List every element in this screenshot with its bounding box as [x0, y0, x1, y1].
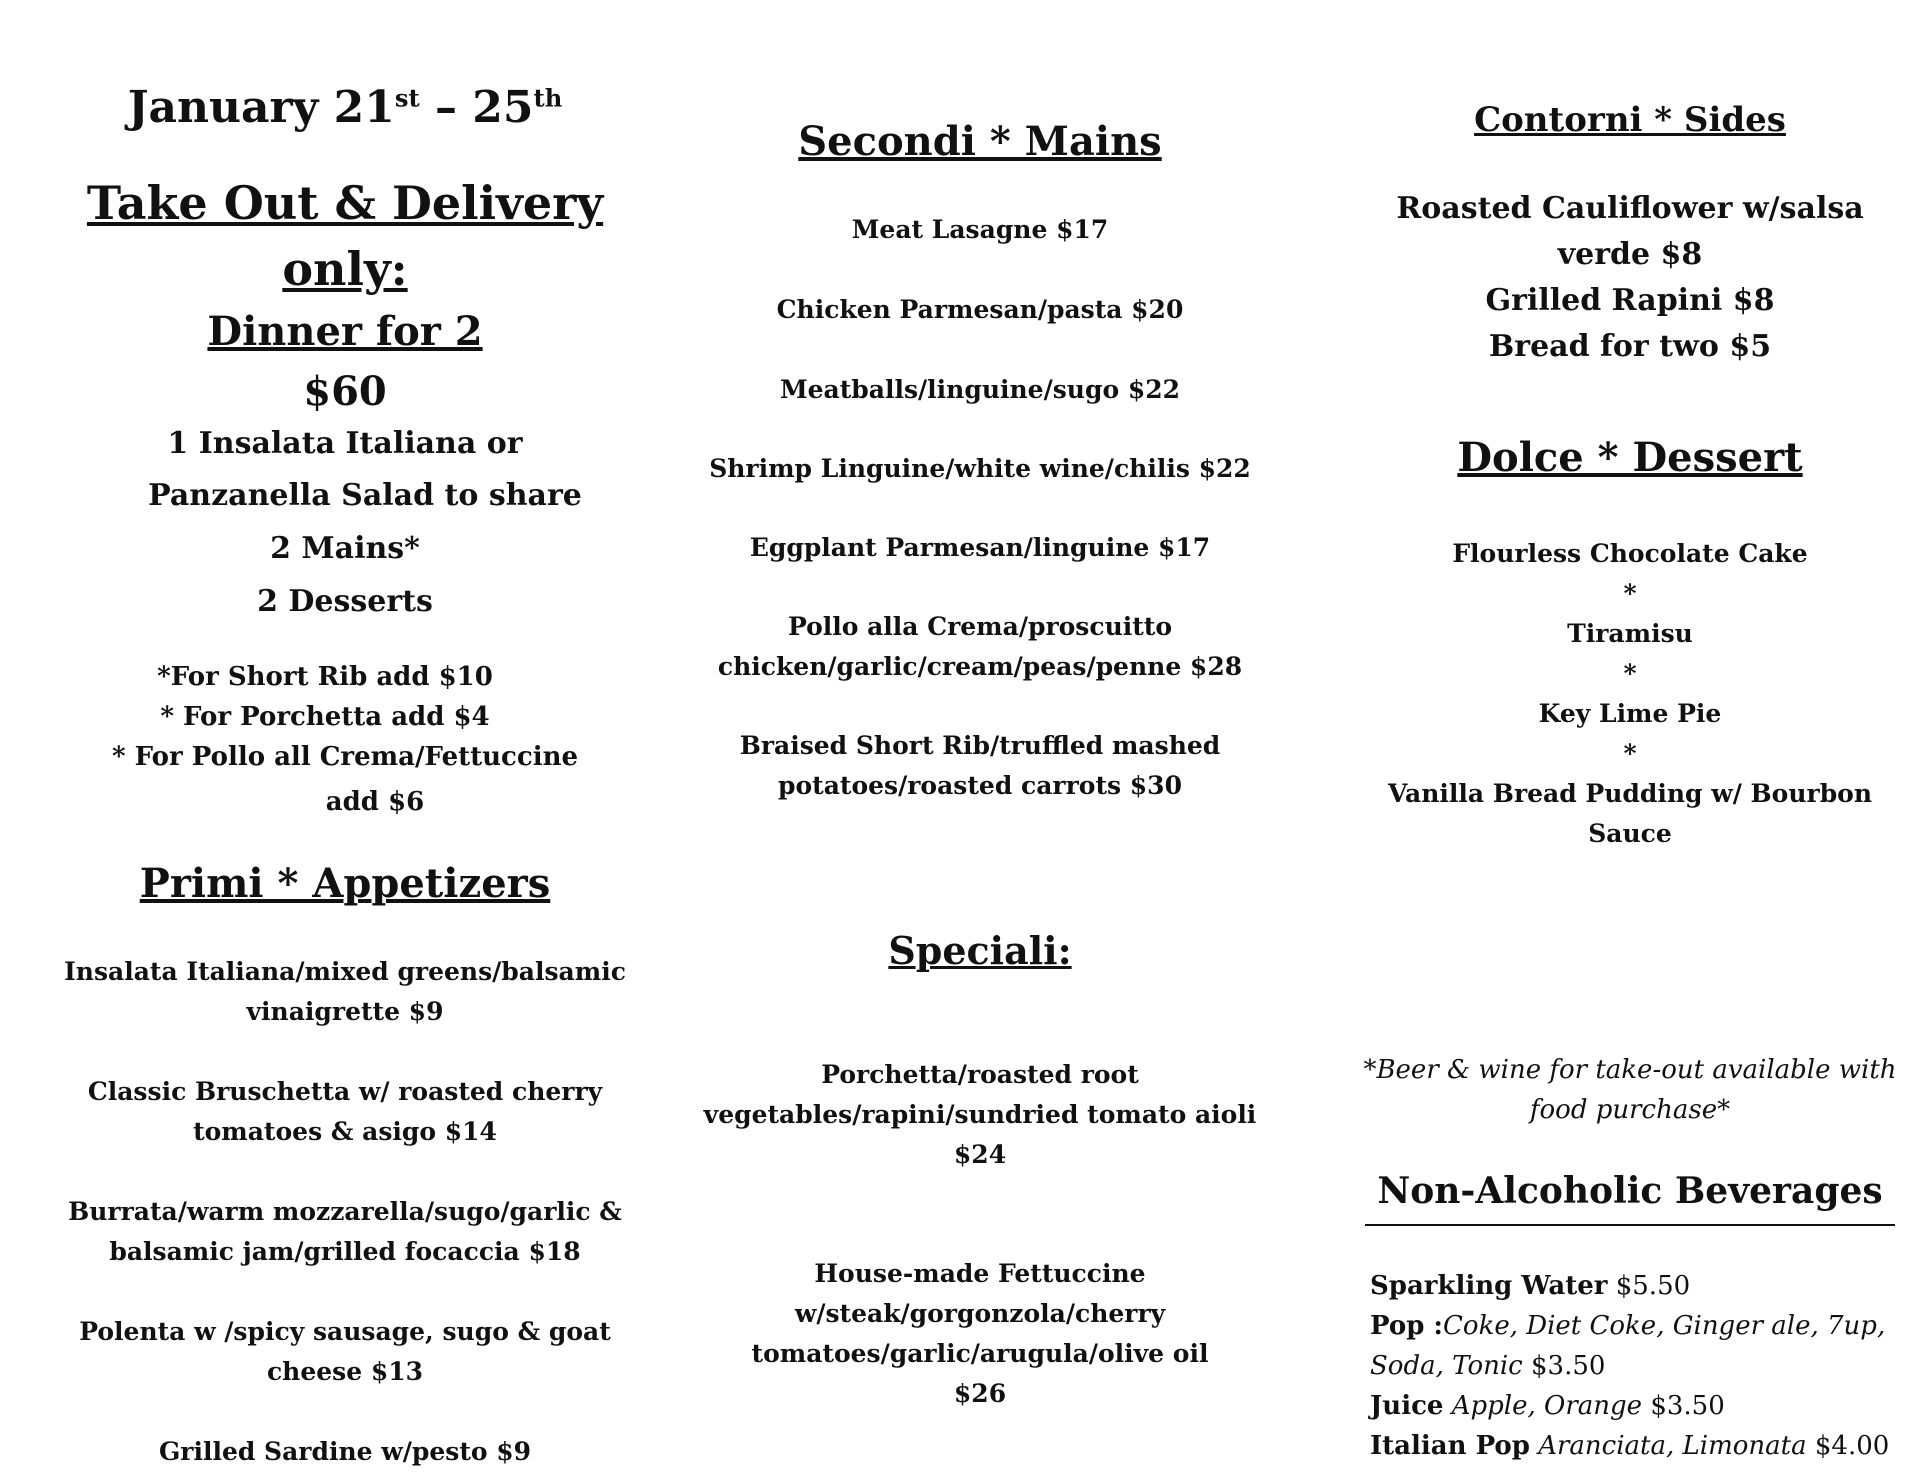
dinner-item: 2 Desserts	[257, 584, 433, 619]
beverage-juice: Juice Apple, Orange $3.50	[1370, 1391, 1725, 1421]
dessert-separator: *	[1623, 739, 1637, 768]
takeout-title-line2: only:	[282, 242, 408, 296]
dinner-item: 2 Mains*	[270, 531, 420, 566]
contorni-title: Contorni * Sides	[1474, 100, 1786, 140]
menu-item: Chicken Parmesan/pasta $20	[776, 295, 1184, 324]
side-item: Bread for two $5	[1488, 329, 1772, 364]
beverage-sparkling: Sparkling Water $5.50	[1370, 1271, 1691, 1301]
menu-item: Pollo alla Crema/proscuitto chicken/garlic/cream/peas/penne $28	[717, 612, 1243, 681]
secondi-title: Secondi * Mains	[798, 118, 1162, 165]
special-item: House-made Fettuccine w/steak/gorgonzola/cherry tomatoes/garlic/arugula/olive oil $26	[751, 1259, 1209, 1408]
dessert-separator: *	[1623, 659, 1637, 688]
dessert-item: Sauce	[1588, 819, 1672, 848]
dessert-separator: *	[1623, 579, 1637, 608]
beverage-list	[1370, 1266, 1900, 1466]
dolce-title: Dolce * Dessert	[1457, 434, 1803, 481]
beverage-pop-cont: Soda, Tonic $3.50	[1370, 1351, 1606, 1381]
menu-item: Polenta w /spicy sausage, sugo & goat cheese $13	[79, 1317, 611, 1386]
menu-item: Grilled Sardine w/pesto $9	[158, 1437, 532, 1466]
dessert-item: Vanilla Bread Pudding w/ Bourbon	[1387, 779, 1873, 808]
dessert-list	[1360, 534, 1900, 854]
menu-item: Insalata Italiana/mixed greens/balsamic vinaigrette $9	[64, 957, 626, 1026]
menu-item: Classic Bruschetta w/ roasted cherry tomatoes & asigo $14	[87, 1077, 603, 1146]
menu-item: Shrimp Linguine/white wine/chilis $22	[709, 454, 1251, 483]
dinner-title: Dinner for 2	[207, 308, 483, 355]
side-item: Roasted Cauliflower w/salsa	[1396, 191, 1864, 226]
beer-wine-note: *Beer & wine for take-out available with food purchase*	[1363, 1055, 1897, 1125]
beverages-title: Non-Alcoholic Beverages	[1377, 1170, 1883, 1212]
dessert-item: Tiramisu	[1567, 619, 1693, 648]
contorni-list	[1360, 186, 1900, 370]
takeout-title-line1: Take Out & Delivery	[86, 176, 604, 230]
speciali-title: Speciali:	[888, 928, 1072, 973]
primi-title: Primi * Appetizers	[139, 860, 551, 907]
addon-note: *For Short Rib add $10	[157, 662, 493, 692]
dinner-price: $60	[303, 368, 387, 415]
side-item: Grilled Rapini $8	[1485, 283, 1775, 318]
side-item: verde $8	[1557, 237, 1703, 272]
menu-item: Eggplant Parmesan/linguine $17	[749, 533, 1211, 562]
beverage-italian-pop: Italian Pop Aranciata, Limonata $4.00	[1370, 1431, 1890, 1461]
dessert-item: Key Lime Pie	[1538, 699, 1722, 728]
menu-item: Burrata/warm mozzarella/sugo/garlic & balsamic jam/grilled focaccia $18	[68, 1197, 622, 1266]
date-range: January 21st – 25th	[127, 82, 563, 133]
beverage-pop: Pop :Coke, Diet Coke, Ginger ale, 7up,	[1370, 1311, 1886, 1341]
menu-item: Meat Lasagne $17	[851, 215, 1109, 244]
dessert-item: Flourless Chocolate Cake	[1452, 539, 1808, 568]
dinner-item: 1 Insalata Italiana or	[167, 426, 523, 461]
dinner-item: Panzanella Salad to share	[148, 478, 582, 513]
menu-item: Braised Short Rib/truffled mashed potatoes/roasted carrots $30	[739, 731, 1221, 800]
addon-note: * For Porchetta add $4	[160, 702, 490, 732]
beverages-rule	[1365, 1224, 1895, 1226]
special-item: Porchetta/roasted root vegetables/rapini/sundried tomato aioli $24	[703, 1060, 1257, 1169]
addon-note: add $6	[325, 787, 425, 817]
menu-item: Meatballs/linguine/sugo $22	[779, 375, 1181, 404]
addon-note: * For Pollo all Crema/Fettuccine	[111, 742, 579, 772]
